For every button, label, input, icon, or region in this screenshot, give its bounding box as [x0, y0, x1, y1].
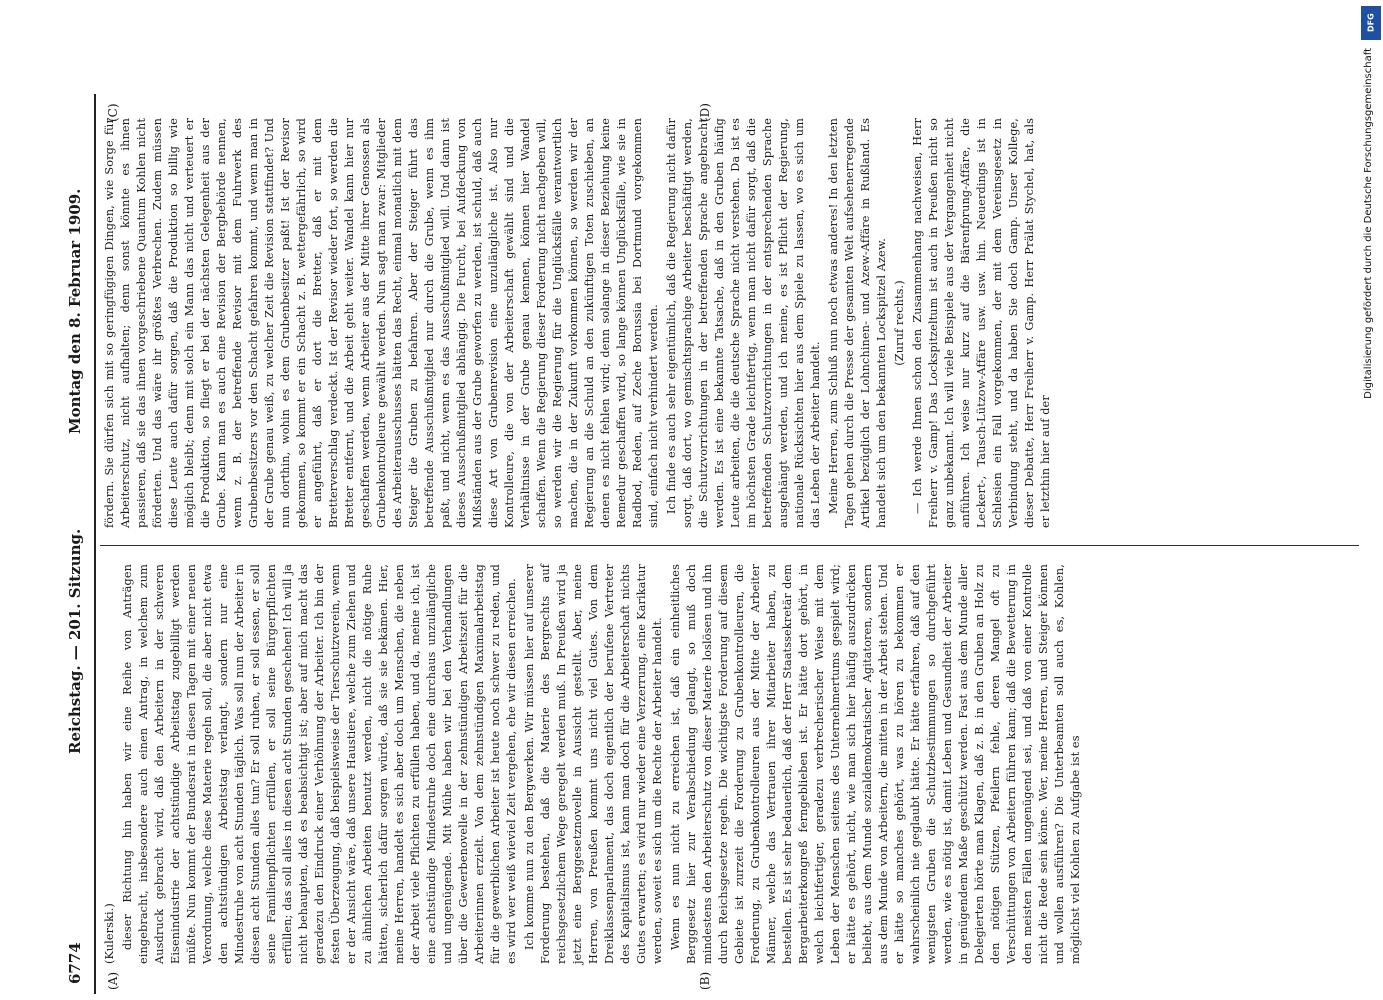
- header-session: Reichstag. — 201. Sitzung.: [66, 528, 84, 754]
- speaker-name: (Kulerski.): [103, 903, 116, 964]
- interjection: (Zuruf rechts.): [893, 280, 906, 366]
- marker-d: (D): [698, 103, 712, 122]
- marker-a: (A): [106, 971, 120, 990]
- paragraph: — Ich werde Ihnen schon den Zusammenhang nachweisen, Herr Freiherr v. Gamp! Das Lockspitzeltum ist auch in Preußen nicht so ganz unbekannt. Ich will viele Beispiele aus der Vergangenheit nicht anführen. Ich weise nur kurz auf die Bärenfprung-Affäre, die Leckert-, Tausch-Lützow-Affäre usw. usw. hin. Neuerdings ist in Schlesien ein Fall vorgekommen, der mit dem Vereinsgesetz in Verbindung steht, und da haben Sie doch Gamp. Unser Kollege, dieser Debatte, Herr Freiherr v. Gamp. Herr Prälat Stychel, hat, als er letzthin hier auf der: [911, 118, 1052, 528]
- marker-c: (C): [106, 103, 120, 122]
- digitization-sidebar: [1359, 0, 1383, 1000]
- paragraph: Wenn es nun nicht zu erreichen ist, daß ein einheitliches Berggesetz hier zur Verabschiedung gelangt, so muß doch mindestens den Arbeiterschutz von dieser Materie loslösen und ihn durch Reichsgesetze regeln. Die wichtigste Forderung auf diesem Gebiete ist zurzeit die Forderung zu Grubenkontrolleuren, die Forderung, zu Grubenkontrolleuren aus der Mitte der Arbeiter Männer, welche das Vertrauen ihrer Mitarbeiter haben, zu bestellen. Es ist sehr bedauerlich, daß der Herr Staatssekretär dem Bergarbeiterkongreß ferngeblieben ist. Er hätte dort gehört, in welch leichtfertiger, geradezu verbrecherischer Weise mit dem Leben der Menschen seitens des Unternehmertums gespielt wird; er hätte es gehört, nicht, wie man sich hier häufig auszudrücken beliebt, aus dem Munde sozialdemokratischer Agitatoren, sondern aus dem Munde von Arbeitern, die mitten in der Arbeit stehen. Und er hätte so manches gehört, was zu hören zu bekommen er wahrscheinlich nie geglaubt hätte. Er hätte erfahren, daß auf den wenigsten Gruben die Schutzbestimmungen so durchgeführt werden, wie es nötig ist, damit Leben und Gesundheit der Arbeiter in genügendem Maße geschützt werden. Fast aus dem Munde aller Delegierten hörte man Klagen, daß z. B. in den Gruben an Holz zu den nötigen Stützen, Pfeilern fehle, deren Mangel oft zu Verschüttungen von Arbeitern führen kann; daß die Bewetterung in den meisten Fällen ungenügend sei, und daß von einer Kontrolle nicht die Rede sein könne. Wer, meine Herren, und Steiger können und wollen ausführen? Die Unterbeamten soll auch es, Kohlen, möglichst viel Kohlen zu Aufgabe ist es: [669, 564, 1082, 964]
- dfg-credit: Digitalisierung gefördert durch die Deutsche Forschungsgemeinschaft: [1363, 48, 1374, 399]
- marker-b: (B): [698, 971, 712, 990]
- paragraph: Ich finde es auch sehr eigentümlich, daß die Regierung nicht dafür sorgt, daß dort, wo gemischtsprachige Arbeiter beschäftigt werden, die Schutzvorrichtungen in der betreffenden Sprache angebracht werden. Es ist eine bekannte Tatsache, daß in den Gruben häufig Leute arbeiten, die die deutsche Sprache nicht verstehen. Da ist es im höchsten Grade leichtfertig, wenn man nicht dafür sorgt, daß die betreffenden Schutzvorrichtungen in der entsprechenden Sprache ausgehängt werden, und ich meine, es ist Pflicht der Regierung, nationale Rücksichten hier aus dem Spiele zu lassen, wo es sich um das Leben der Arbeiter handelt.: [665, 118, 822, 528]
- page-number: 6774: [66, 942, 84, 984]
- document-page: [58, 94, 1378, 994]
- column-divider: [100, 545, 1370, 546]
- paragraph: Meine Herren, zum Schluß nun noch etwas anderes! In den letzten Tagen gehen durch die Presse der gesamten Welt aufsehenerregende Artikel bezüglich der Lohnchinen- und Azew-Affäre in Rußland. Es handelt sich um den bekannten Lockspitzel Azew.: [827, 118, 888, 528]
- paragraph: dieser Richtung hin haben wir eine Reihe von Anträgen eingebracht, insbesondere auch einen Antrag, in welchem zum Ausdruck gebracht wird, daß den Arbeitern in der schweren Eisenindustrie der achtstündige Arbeitstag zugebilligt werden müßte. Nun kommt der Bundesrat in diesen Tagen mit einer neuen Verordnung, welche diese Materie regeln soll, die aber nicht etwa den achtstündigen Arbeitstag verlangt, sondern nur eine Mindestruhe von acht Stunden täglich. Was soll nun der Arbeiter in diesen acht Stunden alles tun? Er soll ruhen, er soll essen, er soll seine Familienpflichten erfüllen, er soll seine Bürgerpflichten erfüllen; das soll alles in diesen acht Stunden geschehen! Ich will ja nicht behaupten, daß es beabsichtigt ist; aber auf mich macht das geradezu den Eindruck einer Verhöhnung der Arbeiter. Ich bin der festen Überzeugung, daß beispielsweise der Tierschutzverein, wenn er der Ansicht wäre, daß unsere Haustiere, welche zum Ziehen und zu ähnlichen Arbeiten benutzt werden, nicht die nötige Ruhe hätten, sicherlich dafür sorgen würde, daß sie sie bekämen. Hier, meine Herren, handelt es sich aber doch um Menschen, die neben der Arbeit viele Pflichten zu erfüllen haben, und da, meine ich, ist eine achtstündige Mindestruhe doch eine durchaus unzulängliche und ungenügende. Mit Mühe haben wir bei den Verhandlungen über die Gewerbenovelle in der zehnstündigen Arbeitszeit für die Arbeiterinnen erzielt. Von dem zehnstündigen Maximalarbeitstag für die gewerblichen Arbeiter ist heute noch schwer zu reden, und es wird wer weiß wieviel Zeit vergehen, ehe wir diesen erreichen.: [121, 564, 518, 964]
- paragraph: fördern. Sie dürfen sich mit so geringfügigen Dingen, wie Sorge für Arbeiterschutz, nicht aufhalten; denn sonst könnte es ihnen passieren, daß sie das ihnen vorgeschriebene Quantum Kohlen nicht förderten. Und das wäre ihr größtes Verbrechen. Zudem müssen diese Leute auch dafür sorgen, daß die Produktion so billig wie möglich bleibt; denn mit solch ein Mann das nicht und verteuert er die Produktion, so fliegt er bei der nächsten Gelegenheit aus der Grube. Kann man es auch eine Revision der Bergbehörde nennen, wenn z. B. der betreffende Revisor mit dem Fuhrwerk des Grubenbesitzers vor den Schacht gefahren kommt, und wenn man in der Grube genau weiß, zu welcher Zeit die Revision stattfindet? Und nun dorthin, wohin es dem Grubenbesitzer paßt! Ist der Revisor gekommen, so kommt er ein Schacht z. B. wettergefährlich, so wird er angeführt, daß er dort die Bretter, daß er mit dem Bretterverschlag verdeckt. Ist der Revisor wieder fort, so werden die Bretter entfernt, und die Arbeit geht weiter. Wandel kann hier nur geschaffen werden, wenn Arbeiter aus der Mitte ihrer Genossen als Grubenkontrolleure gewählt werden. Nun sagt man zwar: Mitglieder des Arbeiterausschusses hätten das Recht, einmal monatlich mit dem Steiger die Gruben zu befahren. Aber der Steiger führt das betreffende Ausschußmitglied nur durch die Grube, wenn es ihm paßt, und nicht, wenn es das Ausschußmitglied will. Und dann ist dieses Ausschußmitglied abhängig. Die Furcht, bei Aufdeckung von Mißständen aus der Grube geworfen zu werden, ist schuld, daß auch diese Art von Grubenrevision eine unzulängliche ist. Also nur Kontrolleure, die von der Arbeiterschaft gewählt sind und die Verhältnisse in der Grube genau kennen, können hier Wandel schaffen. Wenn die Regierung dieser Forderung nicht nachgeben will, so werden wir die Regierung für die Unglücksfälle verantwortlich machen, die in der Zukunft vorkommen können, so werden wir der Regierung an die Schuld an den zukünftigen Toten zuschieben, an denen es nicht fehlen wird; denn solange in dieser Beziehung keine Remedur geschaffen wird, so lange können Unglücksfälle, wie sie in Radbod, Reden, auf Zeche Borussia bei Dortmund vorgekommen sind, einfach nicht verhindert werden.: [103, 118, 660, 528]
- left-column: [102, 564, 1086, 964]
- paragraph: Ich komme nun zu den Bergwerken. Wir müssen hier auf unserer Forderung bestehen, daß die Materie des Bergrechts auf reichsgesetzlichem Wege geregelt werden muß. In Preußen wird ja jetzt eine Berggesetznovelle in Aussicht gestellt. Aber, meine Herren, von Preußen kommt uns nicht viel Gutes. Von dem Dreiklassenparlament, das doch eigentlich der berufene Vertreter des Kapitalismus ist, kann man doch für die Arbeiterschaft nichts Gutes erwarten; es wird nur wieder eine Verzerrung, eine Karikatur werden, soweit es sich um die Rechte der Arbeiter handelt.: [523, 564, 664, 964]
- page-header: [58, 94, 96, 994]
- header-date: Montag den 8. Februar 1909.: [66, 188, 84, 434]
- dfg-logo: DFG: [1361, 6, 1381, 40]
- right-column: [102, 118, 1056, 528]
